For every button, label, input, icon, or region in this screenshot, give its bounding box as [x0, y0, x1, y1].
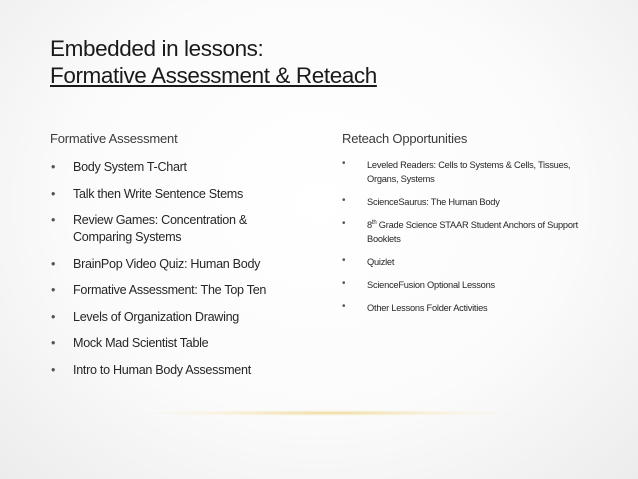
list-item-text: Grade Science STAAR Student Anchors of Support Booklets [367, 220, 578, 244]
reteach-opportunities-list [342, 158, 592, 315]
list-item: • Talk then Write Sentence Stems [50, 186, 300, 203]
formative-assessment-list [50, 159, 300, 379]
formative-assessment-heading: Formative Assessment [50, 131, 178, 146]
reteach-opportunities-column [342, 131, 592, 324]
reteach-opportunities-heading: Reteach Opportunities [342, 131, 468, 146]
list-item: • Leveled Readers: Cells to Systems & Cells, Tissues, Organs, Systems [342, 158, 592, 186]
decorative-glow-line [150, 410, 510, 416]
list-item: • Mock Mad Scientist Table [50, 335, 300, 352]
title-line-2: Formative Assessment & Reteach [50, 63, 377, 88]
list-item: • BrainPop Video Quiz: Human Body [50, 256, 300, 273]
list-item: • Levels of Organization Drawing [50, 309, 300, 326]
list-item: • ScienceFusion Optional Lessons [342, 278, 592, 292]
list-item: • Body System T-Chart [50, 159, 300, 176]
slide-title [50, 35, 377, 89]
list-item: • Quizlet [342, 255, 592, 269]
formative-assessment-column [50, 131, 300, 388]
list-item: • ScienceSaurus: The Human Body [342, 195, 592, 209]
list-item: • Formative Assessment: The Top Ten [50, 282, 300, 299]
list-item [342, 218, 592, 246]
grade-number: 8 [367, 220, 372, 230]
list-item: • Other Lessons Folder Activities [342, 301, 592, 315]
list-item: • Intro to Human Body Assessment [50, 362, 300, 379]
list-item: • Review Games: Concentration & Comparing Systems [50, 212, 300, 246]
title-line-1: Embedded in lessons: [50, 36, 264, 61]
ordinal-suffix: th [371, 219, 377, 226]
